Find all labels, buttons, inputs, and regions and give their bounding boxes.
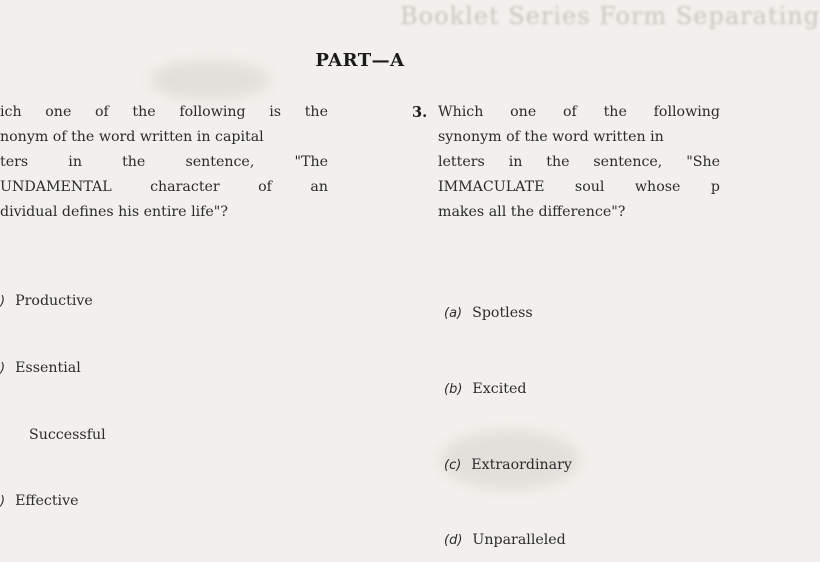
question-word: whose (634, 179, 681, 195)
option-letter: ) (0, 294, 6, 309)
question-word: nonym of the word written in capital (0, 129, 264, 145)
question-word: makes all the difference"? (438, 204, 626, 220)
question-word: one (510, 104, 537, 120)
option-right-d[interactable] (444, 532, 566, 548)
option-right-c[interactable] (444, 457, 572, 473)
option-text: Essential (15, 360, 81, 376)
question-line (0, 175, 328, 200)
option-right-a[interactable] (444, 305, 533, 321)
question-word: p (710, 179, 720, 195)
question-word: soul (574, 179, 605, 195)
question-line (0, 200, 328, 225)
question-line (438, 200, 720, 225)
question-word: the (132, 104, 156, 120)
question-line (0, 125, 328, 150)
question-word: the (304, 104, 328, 120)
option-text: Successful (29, 427, 106, 443)
question-word: of (563, 104, 577, 120)
question-line (0, 150, 328, 175)
option-left-c[interactable] (19, 427, 106, 443)
option-text: Productive (15, 293, 93, 309)
question-word: one (45, 104, 72, 120)
question-word: Which (438, 104, 484, 120)
faded-page-header (0, 0, 820, 36)
question-line (438, 100, 720, 125)
question-word: "She (686, 154, 720, 170)
question-word: UNDAMENTAL (0, 179, 112, 195)
option-left-b[interactable] (0, 360, 81, 376)
option-text: Effective (15, 493, 79, 509)
question-line (438, 125, 720, 150)
question-word: the (546, 154, 570, 170)
faded-header-text: Booklet Series Form Separating (400, 2, 820, 30)
question-word: dividual defines his entire life"? (0, 204, 228, 220)
question-word: of (94, 104, 109, 120)
question-word: ters (0, 154, 29, 170)
question-text-left (0, 100, 328, 225)
option-letter: ) (0, 361, 6, 376)
option-letter: (a) (444, 306, 463, 321)
option-text: Extraordinary (471, 457, 572, 473)
option-letter: (d) (444, 533, 463, 548)
question-word: synonym of the word written in (438, 129, 664, 145)
question-number: 3. (412, 104, 428, 121)
question-word: ich (0, 104, 22, 120)
question-line (0, 100, 328, 125)
question-word: is (269, 104, 282, 120)
option-text: Excited (472, 381, 527, 397)
question-line (438, 175, 720, 200)
option-left-d[interactable] (0, 493, 79, 509)
option-text: Spotless (472, 305, 533, 321)
question-word: the (122, 154, 146, 170)
option-letter: ) (0, 494, 6, 509)
question-line (438, 150, 720, 175)
question-word: sentence, (593, 154, 663, 170)
question-word: "The (294, 154, 328, 170)
question-word: IMMACULATE (438, 179, 545, 195)
question-word: in (508, 154, 523, 170)
question-word: character (150, 179, 220, 195)
question-word: in (68, 154, 82, 170)
question-text-right (438, 100, 720, 225)
question-word: letters (438, 154, 485, 170)
question-word: following (179, 104, 246, 120)
question-word: following (653, 104, 720, 120)
question-word: sentence, (185, 154, 255, 170)
option-text: Unparalleled (472, 532, 566, 548)
question-word: of (258, 179, 272, 195)
option-left-a[interactable] (0, 293, 93, 309)
section-title: PART—A (315, 50, 405, 71)
option-right-b[interactable] (444, 381, 526, 397)
option-letter: (b) (444, 382, 463, 397)
question-word: an (310, 179, 328, 195)
question-word: the (603, 104, 627, 120)
option-letter: (c) (444, 458, 462, 473)
